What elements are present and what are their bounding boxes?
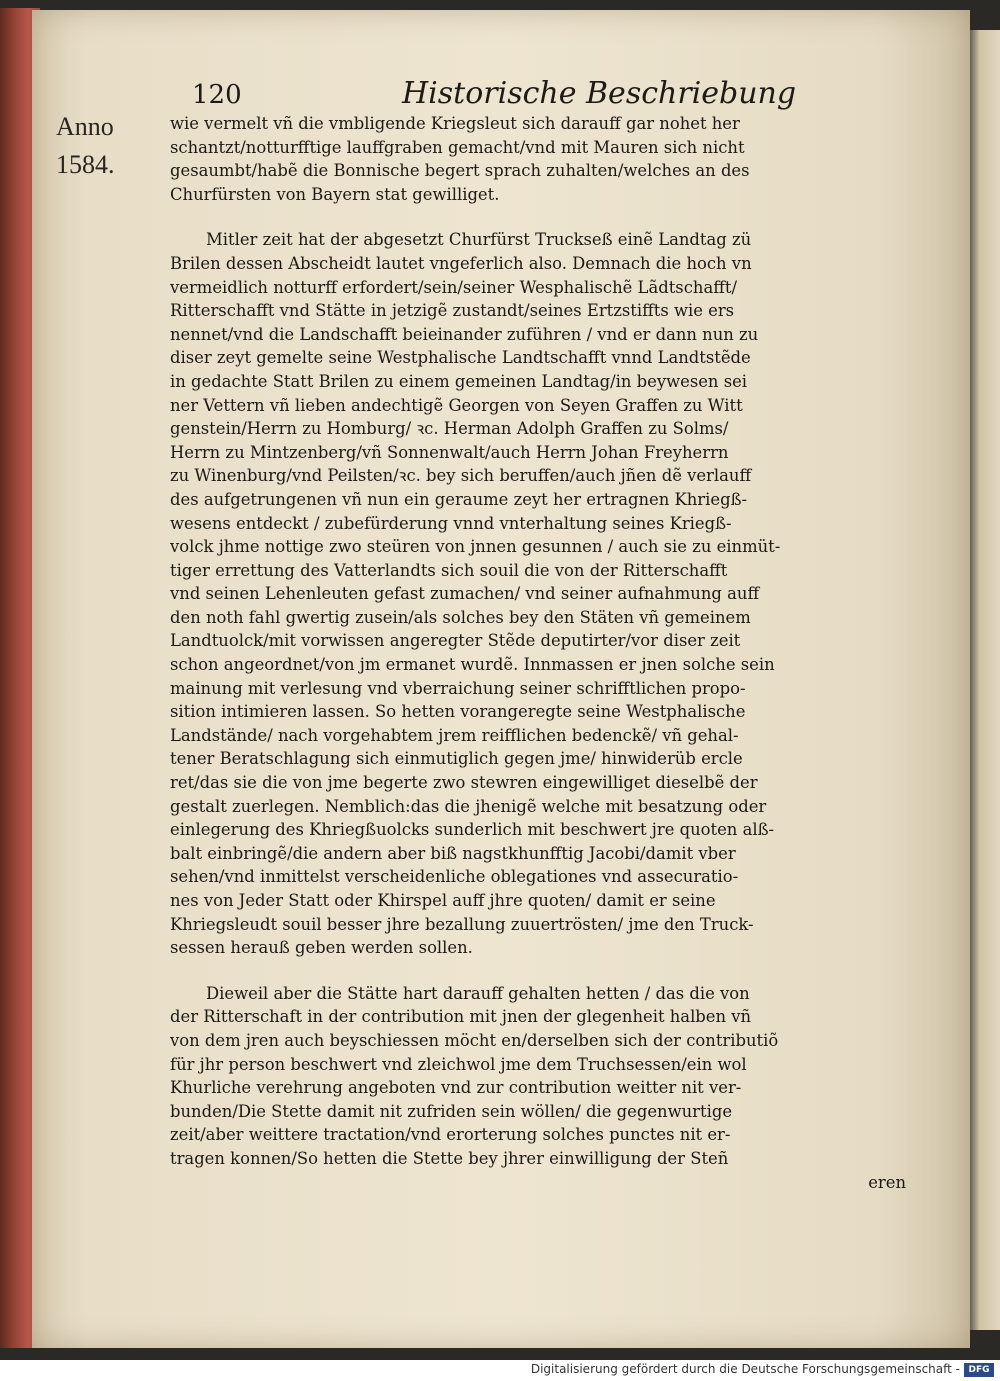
text-line: wie vermelt vñ die vmbligende Kriegsleut sich darauff gar nohet her <box>170 114 740 133</box>
page-number: 120 <box>192 80 242 110</box>
funding-credit: Digitalisierung gefördert durch die Deutsche Forschungsgemeinschaft - <box>530 1362 960 1376</box>
text-line: vnd seinen Lehenleuten gefast zumachen/ vnd seiner aufnahmung auff <box>170 584 760 604</box>
text-line: bunden/Die Stette damit nit zufriden sein wöllen/ die gegenwurtige <box>170 1101 733 1121</box>
text-line: ner Vettern vñ lieben andechtigẽ Georgen von Seyen Graffen zu Witt <box>170 395 743 415</box>
text-line: in gedachte Statt Brilen zu einem gemeinen Landtag/in beywesen sei <box>170 371 748 391</box>
text-line: Ritterschafft vnd Stätte in jetzigẽ zustandt/seines Ertzstiffts wie ers <box>170 301 735 321</box>
text-line: zu Winenburg/vnd Peilsten/ꝛc. bey sich beruffen/auch jñen dẽ verlauff <box>170 466 752 486</box>
margin-note-year <box>56 108 166 184</box>
text-line: tener Beratschlagung sich einmutiglich gegen jme/ hinwiderüb ercle <box>170 749 743 769</box>
text-line: Herrn zu Mintzenberg/vñ Sonnenwalt/auch Herrn Johan Freyherrn <box>170 442 729 462</box>
text-line: tragen konnen/So hetten die Stette bey jhrer einwilligung der Steñ <box>170 1148 729 1168</box>
text-line: Churfürsten von Bayern stat gewilliget. <box>170 184 500 204</box>
paragraph-3 <box>170 982 910 1194</box>
text-line: nennet/vnd die Landschafft beieinander zuführen / vnd er dann nun zu <box>170 324 759 344</box>
text-line: den noth fahl gwertig zusein/als solches bey den Stäten vñ gemeinem <box>170 607 751 627</box>
text-line: wesens entdeckt / zubefürderung vnnd vnterhaltung seines Kriegß- <box>170 513 732 533</box>
text-line: sition intimieren lassen. So hetten vorangeregte seine Westphalische <box>170 702 746 722</box>
paragraph-1 <box>170 112 910 206</box>
running-title: Historische Beschriebung <box>402 76 797 111</box>
text-line: Mitler zeit hat der abgesetzt Churfürst Truckseß einẽ Landtag zü <box>206 230 752 250</box>
text-line: Landtuolck/mit vorwissen angeregter Stẽde deputirter/vor diser zeit <box>170 631 741 651</box>
text-line: mainung mit verlesung vnd vberraichung seiner schrifftlichen propo- <box>170 678 746 698</box>
text-line: gesaumbt/habẽ die Bonnische begert sprach zuhalten/welches an des <box>170 161 750 181</box>
text-line: tiger errettung des Vatterlandts sich souil die von der Ritterschafft <box>170 560 728 580</box>
text-line: gestalt zuerlegen. Nemblich:das die jhenigẽ welche mit besatzung oder <box>170 796 767 816</box>
text-line: der Ritterschaft in der contribution mit jnen der glegenheit halben vñ <box>170 1007 752 1027</box>
paragraph-2 <box>170 228 910 959</box>
text-line: balt einbringẽ/die andern aber biß nagstkhunfftig Jacobi/damit vber <box>170 843 736 863</box>
text-line: schantzt/notturfftige lauffgraben gemacht/vnd mit Mauren sich nicht <box>170 137 745 157</box>
text-line: ret/das sie die von jme begerte zwo stewren eingewilliget dieselbẽ der <box>170 773 758 793</box>
text-line: Dieweil aber die Stätte hart darauff gehalten hetten / das die von <box>206 983 750 1003</box>
text-line: vermeidlich notturff erfordert/sein/seiner Wesphalischẽ Lãdtschafft/ <box>170 277 737 297</box>
text-line: einlegerung des Khriegßuolcks sunderlich mit beschwert jre quoten alß- <box>170 820 775 840</box>
text-line: zeit/aber weittere tractation/vnd erorterung solches punctes nit er- <box>170 1125 731 1145</box>
text-line: nes von Jeder Statt oder Khirspel auff jhre quoten/ damit er seine <box>170 891 716 910</box>
margin-note-line: 1584. <box>56 150 115 179</box>
text-line: Khriegsleudt souil besser jhre bezallung zuuertrösten/ jme den Truck- <box>170 914 754 934</box>
margin-note-line: Anno <box>56 112 114 141</box>
text-line: Khurliche verehrung angeboten vnd zur contribution weitter nit ver- <box>170 1078 742 1098</box>
text-line: sehen/vnd inmittelst verscheidenliche oblegationes vnd assecuratio- <box>170 867 739 887</box>
dfg-logo: DFG <box>964 1363 994 1377</box>
catchword: eren <box>868 1172 906 1192</box>
text-line: diser zeyt gemelte seine Westphalische Landtschafft vnnd Landtstẽde <box>170 348 751 368</box>
facing-page-edge <box>966 30 1000 1330</box>
text-line: des aufgetrungenen vñ nun ein geraume zeyt her ertragnen Khriegß- <box>170 489 748 509</box>
footer-bar <box>0 1360 1000 1381</box>
text-line: für jhr person beschwert vnd zleichwol jme dem Truchsessen/ein wol <box>170 1054 747 1074</box>
text-line: schon angeordnet/von jm ermanet wurdẽ. Innmassen er jnen solche sein <box>170 655 775 675</box>
text-line: Brilen dessen Abscheidt lautet vngeferlich also. Demnach die hoch vn <box>170 253 752 273</box>
text-line: sessen herauß geben werden sollen. <box>170 938 473 958</box>
body-text <box>170 112 910 1194</box>
text-line: genstein/Herrn zu Homburg/ ꝛc. Herman Adolph Graffen zu Solms/ <box>170 419 729 439</box>
text-line: volck jhme nottige zwo steüren von jnnen gesunnen / auch sie zu einmüt- <box>170 537 781 557</box>
text-line: von dem jren auch beyschiessen möcht en/derselben sich der contributiõ <box>170 1030 779 1050</box>
text-line: Landstände/ nach vorgehabtem jrem reifflichen bedenckẽ/ vñ gehal- <box>170 725 739 745</box>
